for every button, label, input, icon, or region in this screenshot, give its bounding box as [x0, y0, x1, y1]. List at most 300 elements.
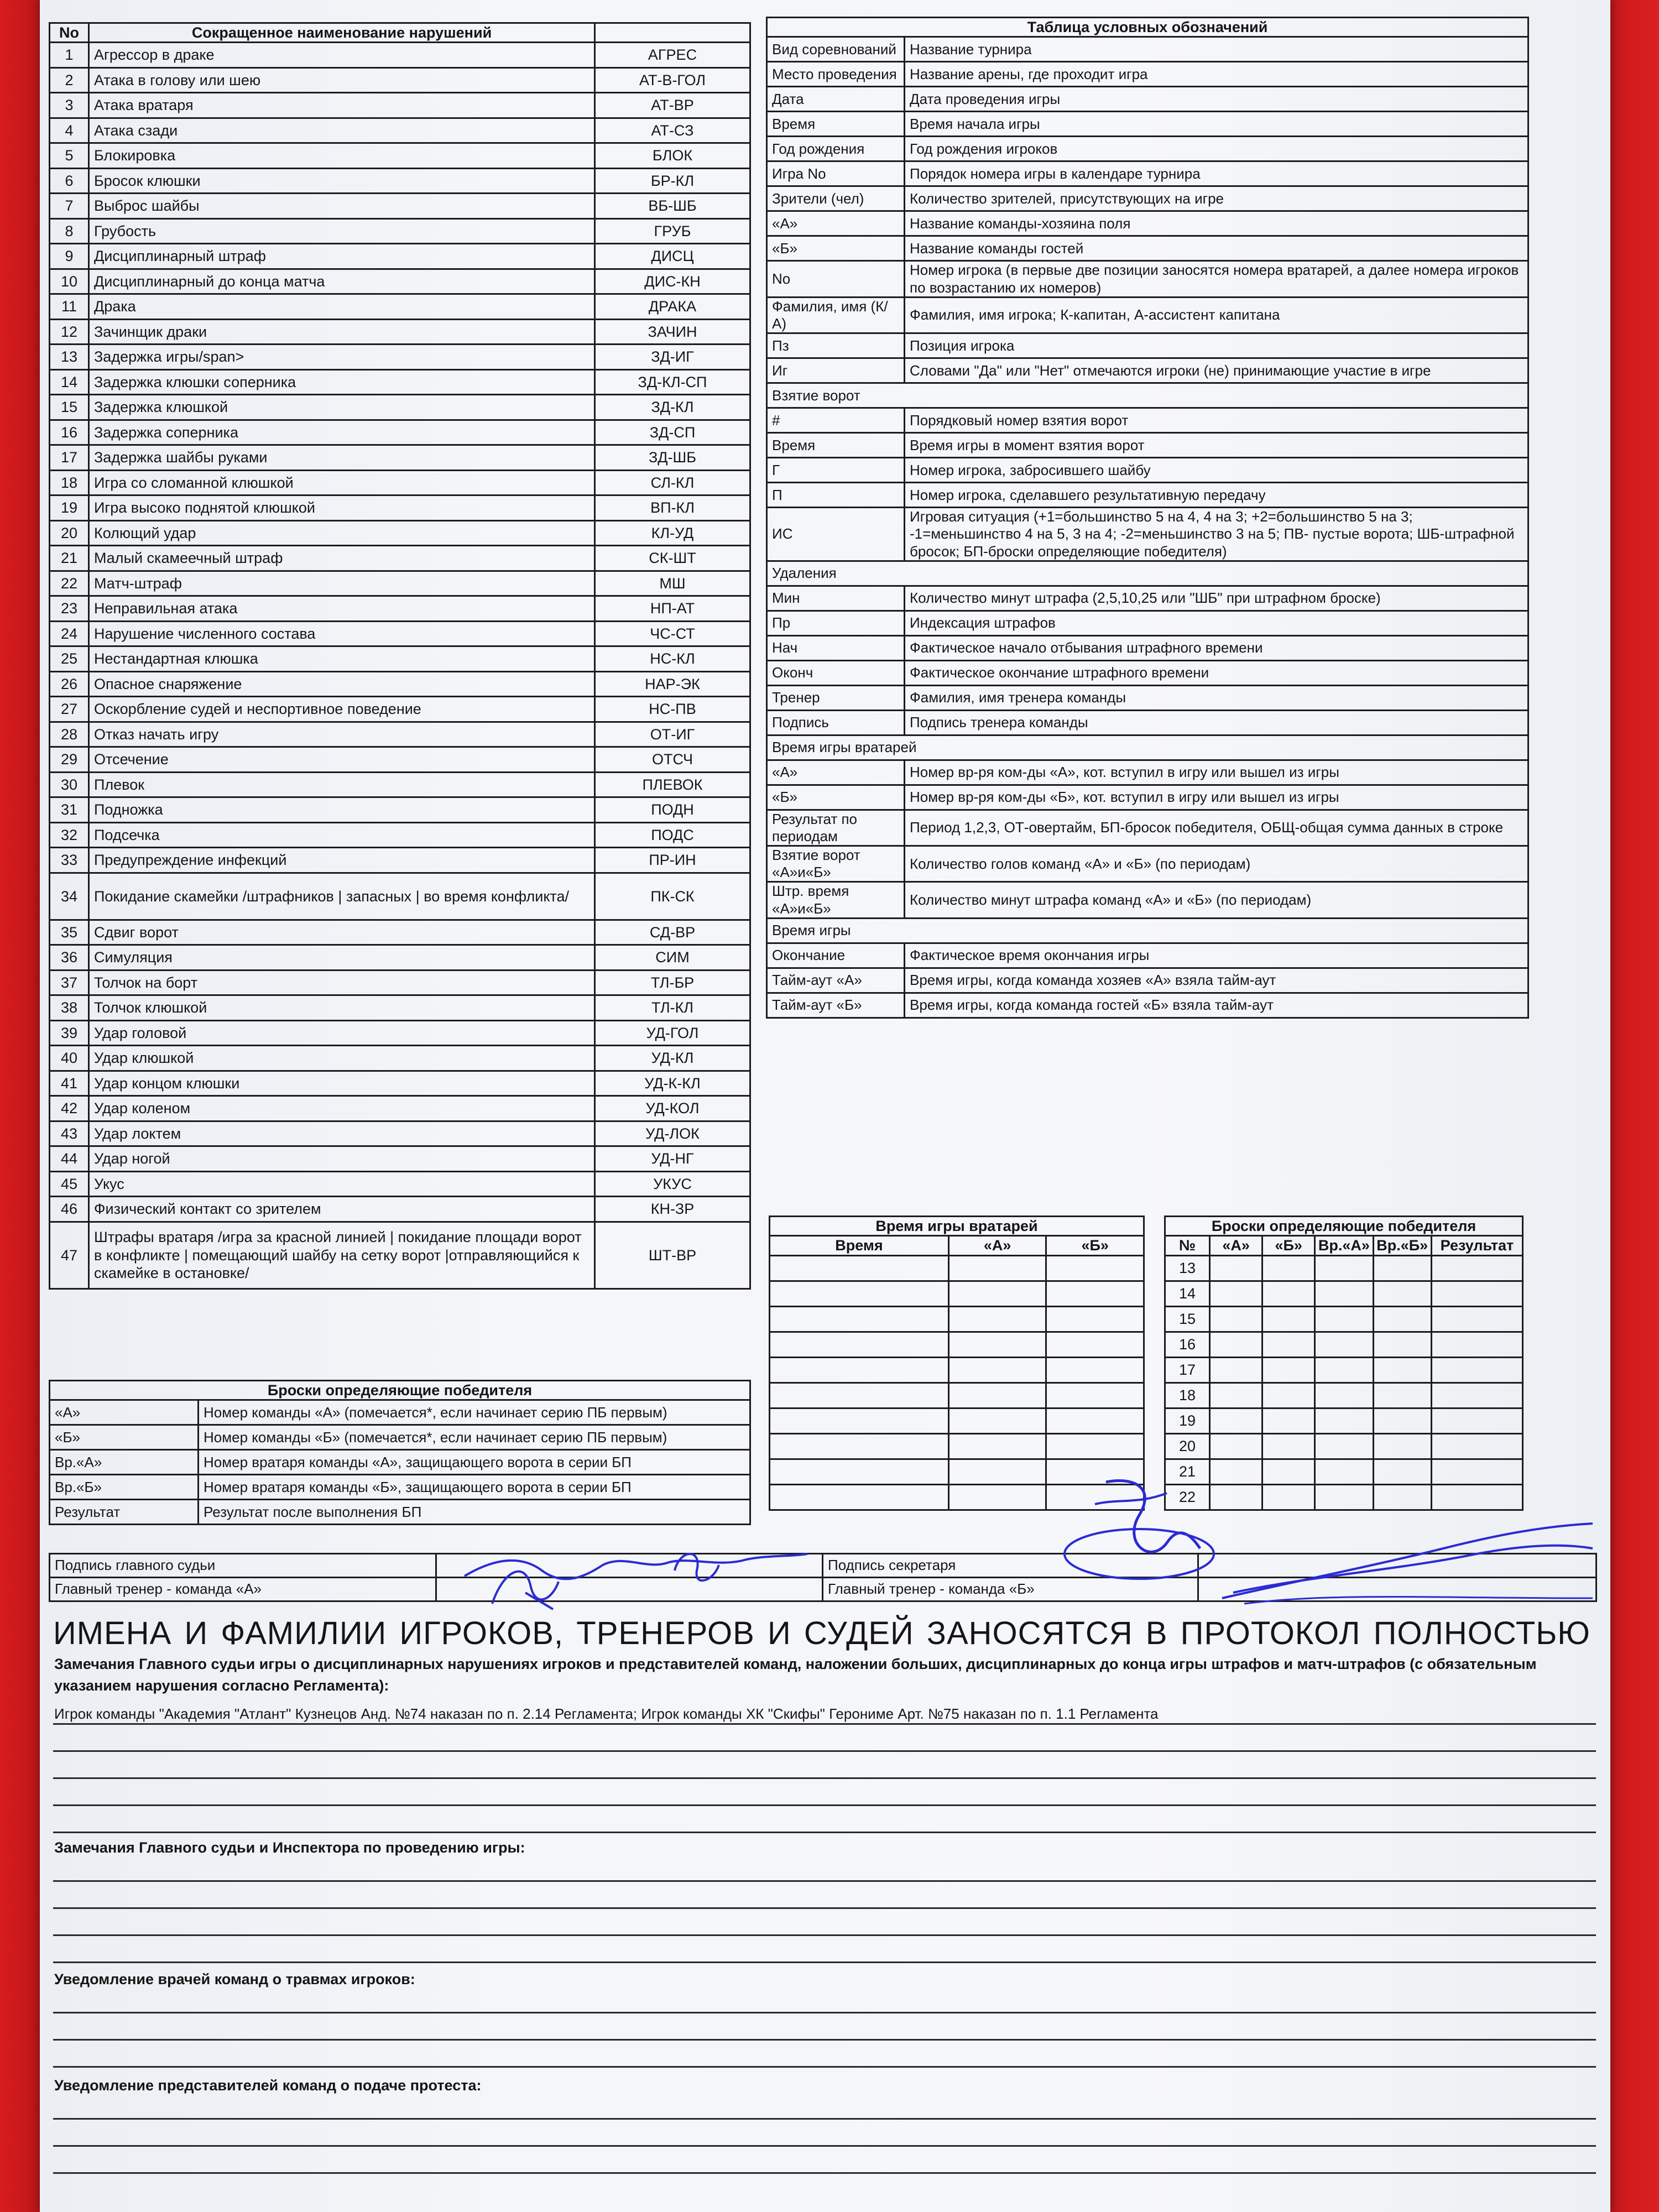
- violation-code: ЗД-КЛ: [595, 395, 750, 420]
- shootout-header: Вр.«Б»: [1373, 1236, 1431, 1255]
- legend-value: Название команды-хозяина поля: [905, 211, 1528, 236]
- notice-word: ЗАНОСЯТСЯ: [926, 1615, 1133, 1651]
- legend-value: Количество минут штрафа (2,5,10,25 или "ШБ" при штрафном броске): [905, 586, 1528, 611]
- goalie-time-cell[interactable]: [948, 1383, 1046, 1408]
- shootout-legend-key: Вр.«А»: [50, 1450, 199, 1475]
- legend-key: Мин: [767, 586, 905, 611]
- table-row: [50, 1450, 750, 1475]
- shootout-cell[interactable]: [1315, 1255, 1373, 1281]
- goalie-time-cell[interactable]: [1046, 1383, 1144, 1408]
- table-row: [767, 297, 1528, 333]
- shootout-cell[interactable]: [1315, 1281, 1373, 1306]
- goalie-time-cell[interactable]: [948, 1281, 1046, 1306]
- shootout-cell[interactable]: [1431, 1306, 1522, 1332]
- shootout-header: «Б»: [1262, 1236, 1315, 1255]
- violations-header-row: [50, 23, 750, 43]
- goalie-time-cell[interactable]: [1046, 1306, 1144, 1332]
- table-row: [50, 445, 750, 471]
- violation-name: Выброс шайбы: [89, 194, 595, 219]
- shootout-cell[interactable]: [1210, 1433, 1262, 1459]
- table-row: [50, 697, 750, 722]
- legend-section-row: [767, 561, 1528, 586]
- table-row: [770, 1281, 1144, 1306]
- goalie-time-title: Время игры вратарей: [770, 1217, 1144, 1236]
- goalie-time-title-row: [770, 1217, 1144, 1236]
- violation-no: 45: [50, 1171, 89, 1197]
- table-row: [767, 508, 1528, 561]
- shootout-cell[interactable]: [1262, 1408, 1315, 1433]
- shootout-cell[interactable]: [1431, 1383, 1522, 1408]
- shootout-cell[interactable]: [1373, 1306, 1431, 1332]
- legend-section-label: Время игры вратарей: [767, 735, 1528, 760]
- shootout-cell[interactable]: [1210, 1332, 1262, 1357]
- shootout-cell[interactable]: [1262, 1484, 1315, 1510]
- violation-no: 36: [50, 945, 89, 971]
- legend-value: Время игры в момент взятия ворот: [905, 433, 1528, 458]
- violation-name: Опасное снаряжение: [89, 671, 595, 697]
- table-row: [50, 621, 750, 646]
- shootout-cell[interactable]: [1373, 1408, 1431, 1433]
- shootout-cell[interactable]: [1373, 1433, 1431, 1459]
- chief-referee-signature-label: Подпись главного судьи: [50, 1554, 436, 1578]
- legend-value: Время игры, когда команда гостей «Б» взяла тайм-аут: [905, 993, 1528, 1018]
- shootout-cell[interactable]: [1315, 1306, 1373, 1332]
- violation-name: Драка: [89, 294, 595, 320]
- shootout-cell[interactable]: [1262, 1281, 1315, 1306]
- violation-code: АТ-ВР: [595, 93, 750, 118]
- violation-name: Удар локтем: [89, 1121, 595, 1146]
- injury-notice-title: Уведомление врачей команд о травмах игроков:: [54, 1971, 415, 1987]
- violation-code: ВП-КЛ: [595, 495, 750, 521]
- violation-name: Физический контакт со зрителем: [89, 1197, 595, 1222]
- violation-no: 34: [50, 873, 89, 920]
- shootout-cell[interactable]: [1315, 1484, 1373, 1510]
- violation-name: Удар головой: [89, 1020, 595, 1046]
- table-row: [767, 968, 1528, 993]
- table-row: [50, 646, 750, 672]
- legend-value: Название команды гостей: [905, 236, 1528, 261]
- legend-key: Взятие ворот «А»и«Б»: [767, 846, 905, 882]
- legend-section-row: [767, 383, 1528, 408]
- violation-no: 5: [50, 143, 89, 169]
- goalie-time-cell[interactable]: [1046, 1357, 1144, 1383]
- goalie-time-cell[interactable]: [1046, 1255, 1144, 1281]
- table-row: [50, 970, 750, 995]
- violation-name: Укус: [89, 1171, 595, 1197]
- legend-value: Номер игрока, сделавшего результативную передачу: [905, 483, 1528, 508]
- violation-no: 46: [50, 1197, 89, 1222]
- violation-code: ЧС-СТ: [595, 621, 750, 646]
- violation-no: 38: [50, 995, 89, 1021]
- table-row: [50, 1500, 750, 1525]
- goalie-time-cell[interactable]: [770, 1383, 949, 1408]
- remark-line: [53, 1880, 1596, 1882]
- violation-code: ДИС-КН: [595, 269, 750, 294]
- violation-code: УД-К-КЛ: [595, 1071, 750, 1096]
- legend-key: #: [767, 408, 905, 433]
- shootout-number: 22: [1165, 1484, 1210, 1510]
- legend-key: Год рождения: [767, 137, 905, 161]
- table-row: [770, 1357, 1144, 1383]
- shootout-cell[interactable]: [1262, 1306, 1315, 1332]
- shootout-cell[interactable]: [1373, 1255, 1431, 1281]
- goalie-time-cell[interactable]: [948, 1255, 1046, 1281]
- remark-line: [53, 2172, 1596, 2174]
- shootout-cell[interactable]: [1262, 1459, 1315, 1484]
- table-row: [50, 822, 750, 848]
- violation-name: Неправильная атака: [89, 596, 595, 622]
- legend-value: Фамилия, имя игрока; К-капитан, А-ассистент капитана: [905, 297, 1528, 333]
- disciplinary-remarks-title: Замечания Главного судьи игры о дисциплинарных нарушениях игроков и представителей команд, наложении больших, дисциплинарных до конца игры штрафов и матч-штрафов (с обязательным указанием нарушения согласно Регламента):: [54, 1656, 1537, 1694]
- violation-no: 40: [50, 1046, 89, 1071]
- secretary-signature-label: Подпись секретаря: [823, 1554, 1198, 1578]
- violation-name: Толчок на борт: [89, 970, 595, 995]
- shootout-cell[interactable]: [1210, 1408, 1262, 1433]
- violation-code: ДИСЦ: [595, 244, 750, 269]
- shootout-cell[interactable]: [1431, 1255, 1522, 1281]
- goalie-time-cell[interactable]: [770, 1281, 949, 1306]
- violation-name: Колющий удар: [89, 520, 595, 546]
- violation-name: Задержка клюшкой: [89, 395, 595, 420]
- shootout-cell[interactable]: [1210, 1383, 1262, 1408]
- shootout-cell[interactable]: [1431, 1281, 1522, 1306]
- violations-header-code: [595, 23, 750, 43]
- violation-name: Подсечка: [89, 822, 595, 848]
- shootout-cell[interactable]: [1431, 1408, 1522, 1433]
- shootout-cell[interactable]: [1431, 1357, 1522, 1383]
- table-row: [50, 269, 750, 294]
- shootout-cell[interactable]: [1210, 1281, 1262, 1306]
- table-row: [767, 137, 1528, 161]
- table-row: [1165, 1306, 1523, 1332]
- table-row: [50, 1020, 750, 1046]
- table-row: [50, 1046, 750, 1071]
- shootout-header-row: [1165, 1236, 1523, 1255]
- goalie-time-cell[interactable]: [770, 1332, 949, 1357]
- background-left: [0, 0, 41, 2212]
- shootout-legend-title: Броски определяющие победителя: [50, 1381, 750, 1400]
- shootout-cell[interactable]: [1431, 1459, 1522, 1484]
- violation-name: Плевок: [89, 772, 595, 797]
- table-row: [767, 358, 1528, 383]
- violation-name: Удар концом клюшки: [89, 1071, 595, 1096]
- shootout-legend-key: Результат: [50, 1500, 199, 1525]
- table-row: [50, 420, 750, 445]
- shootout-cell[interactable]: [1373, 1484, 1431, 1510]
- shootout-cell[interactable]: [1373, 1383, 1431, 1408]
- violations-header-no: No: [50, 23, 89, 43]
- table-row: [50, 168, 750, 194]
- violation-code: НАР-ЭК: [595, 671, 750, 697]
- shootout-legend-value: Результат после выполнения БП: [199, 1500, 750, 1525]
- table-row: [50, 495, 750, 521]
- remark-line: [53, 2118, 1596, 2120]
- legend-value: Номер вр-ря ком-ды «А», кот. вступил в игру или вышел из игры: [905, 760, 1528, 785]
- goalie-time-cell[interactable]: [770, 1459, 949, 1484]
- protest-notice-title: Уведомление представителей команд о подаче протеста:: [54, 2077, 482, 2094]
- shootout-legend-table: [49, 1380, 751, 1525]
- shootout-cell[interactable]: [1373, 1332, 1431, 1357]
- legend-value: Количество минут штрафа команд «А» и «Б» (по периодам): [905, 882, 1528, 918]
- table-row: [1165, 1383, 1523, 1408]
- violation-name: Сдвиг ворот: [89, 920, 595, 945]
- table-row: [767, 882, 1528, 918]
- goalie-time-cell[interactable]: [1046, 1433, 1144, 1459]
- shootout-number: 13: [1165, 1255, 1210, 1281]
- legend-key: Г: [767, 458, 905, 483]
- violation-name: Удар клюшкой: [89, 1046, 595, 1071]
- violation-code: НС-ПВ: [595, 697, 750, 722]
- table-row: [767, 186, 1528, 211]
- legend-value: Период 1,2,3, ОТ-овертайм, БП-бросок победителя, ОБЩ-общая сумма данных в строке: [905, 810, 1528, 846]
- violation-no: 44: [50, 1146, 89, 1172]
- background-right: [1604, 0, 1659, 2212]
- legend-key: Подпись: [767, 710, 905, 735]
- goalie-time-cell[interactable]: [1046, 1332, 1144, 1357]
- goalie-time-header: Время: [770, 1236, 949, 1255]
- coach-b-signature-drawing: [1211, 1515, 1598, 1609]
- goalie-time-cell[interactable]: [770, 1433, 949, 1459]
- shootout-number: 21: [1165, 1459, 1210, 1484]
- goalie-time-cell[interactable]: [948, 1433, 1046, 1459]
- legend-value: Время начала игры: [905, 112, 1528, 137]
- legend-value: Порядковый номер взятия ворот: [905, 408, 1528, 433]
- table-row: [50, 244, 750, 269]
- shootout-cell[interactable]: [1315, 1332, 1373, 1357]
- shootout-cell[interactable]: [1315, 1433, 1373, 1459]
- goalie-time-cell[interactable]: [770, 1484, 949, 1510]
- table-row: [50, 1475, 750, 1500]
- table-row: [767, 261, 1528, 297]
- violation-no: 30: [50, 772, 89, 797]
- violation-name: Удар коленом: [89, 1096, 595, 1121]
- violation-no: 47: [50, 1222, 89, 1288]
- violation-no: 4: [50, 118, 89, 143]
- table-row: [767, 660, 1528, 685]
- legend-value: Порядок номера игры в календаре турнира: [905, 161, 1528, 186]
- violation-no: 33: [50, 848, 89, 873]
- violation-name: Дисциплинарный до конца матча: [89, 269, 595, 294]
- shootout-cell[interactable]: [1262, 1357, 1315, 1383]
- goalie-time-cell[interactable]: [770, 1255, 949, 1281]
- violation-no: 10: [50, 269, 89, 294]
- violation-code: АТ-В-ГОЛ: [595, 67, 750, 93]
- legend-header-row: [767, 18, 1528, 37]
- violation-code: ВБ-ШБ: [595, 194, 750, 219]
- shootout-cell[interactable]: [1262, 1332, 1315, 1357]
- shootout-cell[interactable]: [1315, 1357, 1373, 1383]
- table-row: [50, 369, 750, 395]
- legend-key: «А»: [767, 760, 905, 785]
- goalie-time-cell[interactable]: [948, 1408, 1046, 1433]
- notice-word: И: [184, 1615, 208, 1651]
- table-row: [770, 1408, 1144, 1433]
- violation-no: 35: [50, 920, 89, 945]
- notice-word: СУДЕЙ: [804, 1615, 914, 1651]
- violation-name: Предупреждение инфекций: [89, 848, 595, 873]
- shootout-cell[interactable]: [1210, 1306, 1262, 1332]
- table-row: [767, 483, 1528, 508]
- violation-code: ШТ-ВР: [595, 1222, 750, 1288]
- legend-key: Тайм-аут «А»: [767, 968, 905, 993]
- shootout-cell[interactable]: [1262, 1433, 1315, 1459]
- shootout-cell[interactable]: [1431, 1433, 1522, 1459]
- table-row: [767, 846, 1528, 882]
- table-row: [50, 722, 750, 747]
- legend-key: Фамилия, имя (К/А): [767, 297, 905, 333]
- table-row: [1165, 1433, 1523, 1459]
- violation-code: ЗД-ШБ: [595, 445, 750, 471]
- violation-no: 7: [50, 194, 89, 219]
- legend-value: Фактическое время окончания игры: [905, 943, 1528, 968]
- goalie-time-cell[interactable]: [770, 1408, 949, 1433]
- notice-word: ПРОТОКОЛ: [1180, 1615, 1361, 1651]
- legend-key: Пр: [767, 611, 905, 635]
- violation-no: 41: [50, 1071, 89, 1096]
- table-row: [50, 546, 750, 571]
- violation-no: 37: [50, 970, 89, 995]
- table-row: [767, 211, 1528, 236]
- violation-no: 6: [50, 168, 89, 194]
- violation-name: Удар ногой: [89, 1146, 595, 1172]
- violation-code: УД-ЛОК: [595, 1121, 750, 1146]
- table-row: [50, 747, 750, 773]
- violation-no: 13: [50, 345, 89, 370]
- shootout-legend-title-row: [50, 1381, 750, 1400]
- violation-name: Штрафы вратаря /игра за красной линией | покидание площади ворот в конфликте | помещающий шайбу на сетку ворот |отправляющийся к скамейке в остановке/: [89, 1222, 595, 1288]
- disciplinary-remarks-text[interactable]: Игрок команды "Академия "Атлант" Кузнецов Анд. №74 наказан по п. 2.14 Регламента; Игрок команды ХК "Скифы" Герониме Арт. №75 наказан по п. 1.1 Регламента: [54, 1705, 1159, 1722]
- violation-no: 16: [50, 420, 89, 445]
- violation-code: КН-ЗР: [595, 1197, 750, 1222]
- table-row: [50, 596, 750, 622]
- table-row: [50, 1096, 750, 1121]
- shootout-cell[interactable]: [1373, 1281, 1431, 1306]
- violation-code: ДРАКА: [595, 294, 750, 320]
- legend-value: Номер игрока, забросившего шайбу: [905, 458, 1528, 483]
- legend-key: Тренер: [767, 685, 905, 710]
- shootout-cell[interactable]: [1210, 1255, 1262, 1281]
- secretary-signature-drawing: [1056, 1471, 1233, 1587]
- violations-table: [49, 22, 751, 1290]
- shootout-grid-title: Броски определяющие победителя: [1165, 1217, 1523, 1236]
- legend-key: Вид соревнований: [767, 37, 905, 62]
- table-row: [767, 710, 1528, 735]
- violation-no: 1: [50, 43, 89, 68]
- legend-value: Количество зрителей, присутствующих на игре: [905, 186, 1528, 211]
- shootout-cell[interactable]: [1431, 1332, 1522, 1357]
- goalie-time-cell[interactable]: [948, 1484, 1046, 1510]
- violation-name: Нарушение численного состава: [89, 621, 595, 646]
- table-row: [770, 1255, 1144, 1281]
- violation-no: 2: [50, 67, 89, 93]
- goalie-time-cell[interactable]: [770, 1306, 949, 1332]
- violation-code: НС-КЛ: [595, 646, 750, 672]
- goalie-time-cell[interactable]: [1046, 1281, 1144, 1306]
- violation-name: Оскорбление судей и неспортивное поведение: [89, 697, 595, 722]
- shootout-cell[interactable]: [1210, 1357, 1262, 1383]
- table-row: [50, 797, 750, 823]
- violation-no: 27: [50, 697, 89, 722]
- violation-code: ТЛ-КЛ: [595, 995, 750, 1021]
- table-row: [50, 848, 750, 873]
- remark-line: [53, 2039, 1596, 2041]
- shootout-cell[interactable]: [1315, 1408, 1373, 1433]
- table-row: [1165, 1408, 1523, 1433]
- shootout-number: 18: [1165, 1383, 1210, 1408]
- table-row: [770, 1306, 1144, 1332]
- table-row: [50, 873, 750, 920]
- violation-name: Матч-штраф: [89, 571, 595, 596]
- violation-name: Атака в голову или шею: [89, 67, 595, 93]
- legend-key: Окончание: [767, 943, 905, 968]
- shootout-cell[interactable]: [1315, 1459, 1373, 1484]
- table-row: [50, 1400, 750, 1425]
- violation-no: 29: [50, 747, 89, 773]
- goalie-time-cell[interactable]: [1046, 1408, 1144, 1433]
- table-row: [767, 586, 1528, 611]
- legend-key: Дата: [767, 87, 905, 112]
- referee-signature-drawing: [459, 1537, 813, 1615]
- legend-table: [766, 17, 1529, 1019]
- violation-code: БР-КЛ: [595, 168, 750, 194]
- violation-no: 12: [50, 319, 89, 345]
- violation-no: 21: [50, 546, 89, 571]
- goalie-time-cell[interactable]: [770, 1357, 949, 1383]
- violation-name: Задержка клюшки соперника: [89, 369, 595, 395]
- shootout-cell[interactable]: [1262, 1383, 1315, 1408]
- remark-line: [53, 1750, 1596, 1752]
- table-row: [50, 1222, 750, 1288]
- shootout-header: «А»: [1210, 1236, 1262, 1255]
- legend-value: Фамилия, имя тренера команды: [905, 685, 1528, 710]
- shootout-cell[interactable]: [1431, 1484, 1522, 1510]
- violation-code: ПОДН: [595, 797, 750, 823]
- shootout-cell[interactable]: [1373, 1357, 1431, 1383]
- goalie-time-header-row: [770, 1236, 1144, 1255]
- violation-no: 24: [50, 621, 89, 646]
- table-row: [767, 785, 1528, 810]
- legend-value: Фактическое окончание штрафного времени: [905, 660, 1528, 685]
- violation-name: Покидание скамейки /штрафников | запасных | во время конфликта/: [89, 873, 595, 920]
- violation-code: ЗД-ИГ: [595, 345, 750, 370]
- legend-section-label: Удаления: [767, 561, 1528, 586]
- legend-key: Нач: [767, 635, 905, 660]
- shootout-cell[interactable]: [1373, 1459, 1431, 1484]
- table-row: [767, 433, 1528, 458]
- full-names-notice: [53, 1615, 1590, 1652]
- goalie-time-cell[interactable]: [948, 1357, 1046, 1383]
- shootout-cell[interactable]: [1262, 1255, 1315, 1281]
- remark-line: [53, 1907, 1596, 1909]
- goalie-time-cell[interactable]: [948, 1306, 1046, 1332]
- notice-word: И: [768, 1615, 791, 1651]
- violation-code: ЗД-СП: [595, 420, 750, 445]
- goalie-time-cell[interactable]: [948, 1459, 1046, 1484]
- table-row: [50, 772, 750, 797]
- shootout-number: 20: [1165, 1433, 1210, 1459]
- coach-b-label: Главный тренер - команда «Б»: [823, 1578, 1198, 1601]
- legend-value: Количество голов команд «А» и «Б» (по периодам): [905, 846, 1528, 882]
- legend-value: Название арены, где проходит игра: [905, 62, 1528, 87]
- legend-key: ИС: [767, 508, 905, 561]
- legend-key: Место проведения: [767, 62, 905, 87]
- violation-name: Симуляция: [89, 945, 595, 971]
- shootout-cell[interactable]: [1315, 1383, 1373, 1408]
- shootout-legend-key: Вр.«Б»: [50, 1475, 199, 1500]
- shootout-number: 19: [1165, 1408, 1210, 1433]
- goalie-time-cell[interactable]: [948, 1332, 1046, 1357]
- violation-code: МШ: [595, 571, 750, 596]
